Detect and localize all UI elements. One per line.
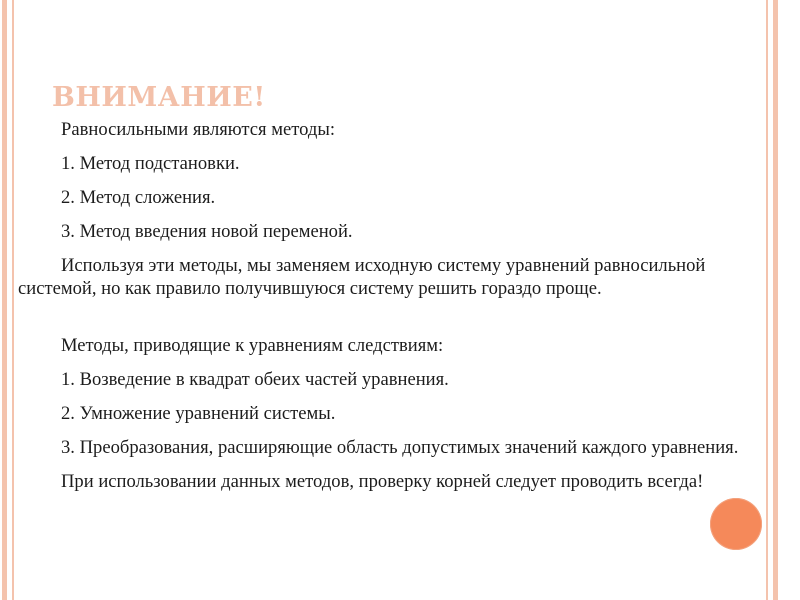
list-item: 2. Умножение уравнений системы. (61, 403, 336, 424)
list-item: 1. Возведение в квадрат обеих частей уравнения. (61, 369, 449, 390)
list-item: 1. Метод подстановки. (61, 153, 240, 174)
paragraph: При использовании данных методов, проверку корней следует проводить всегда! (61, 471, 704, 492)
slide-title: ВНИМАНИЕ! (52, 82, 266, 113)
left-border-line-thin (12, 0, 14, 600)
slide-body (18, 118, 768, 504)
paragraph: Методы, приводящие к уравнениям следствиям: (61, 335, 444, 356)
orange-circle-decoration (710, 498, 762, 550)
list-item: 2. Метод сложения. (61, 187, 216, 208)
spacer (18, 311, 768, 334)
list-item: 3. Преобразования, расширяющие область допустимых значений каждого уравнения. (61, 437, 739, 458)
list-item: 3. Метод введения новой переменой. (61, 221, 353, 242)
left-border-line (2, 0, 7, 600)
paragraph: Равносильными являются методы: (61, 119, 336, 140)
paragraph: Используя эти методы, мы заменяем исходную систему уравнений равносильной системой, но как правило получившуюся систему решить гораздо проще. (18, 255, 706, 299)
right-border-line (773, 0, 778, 600)
